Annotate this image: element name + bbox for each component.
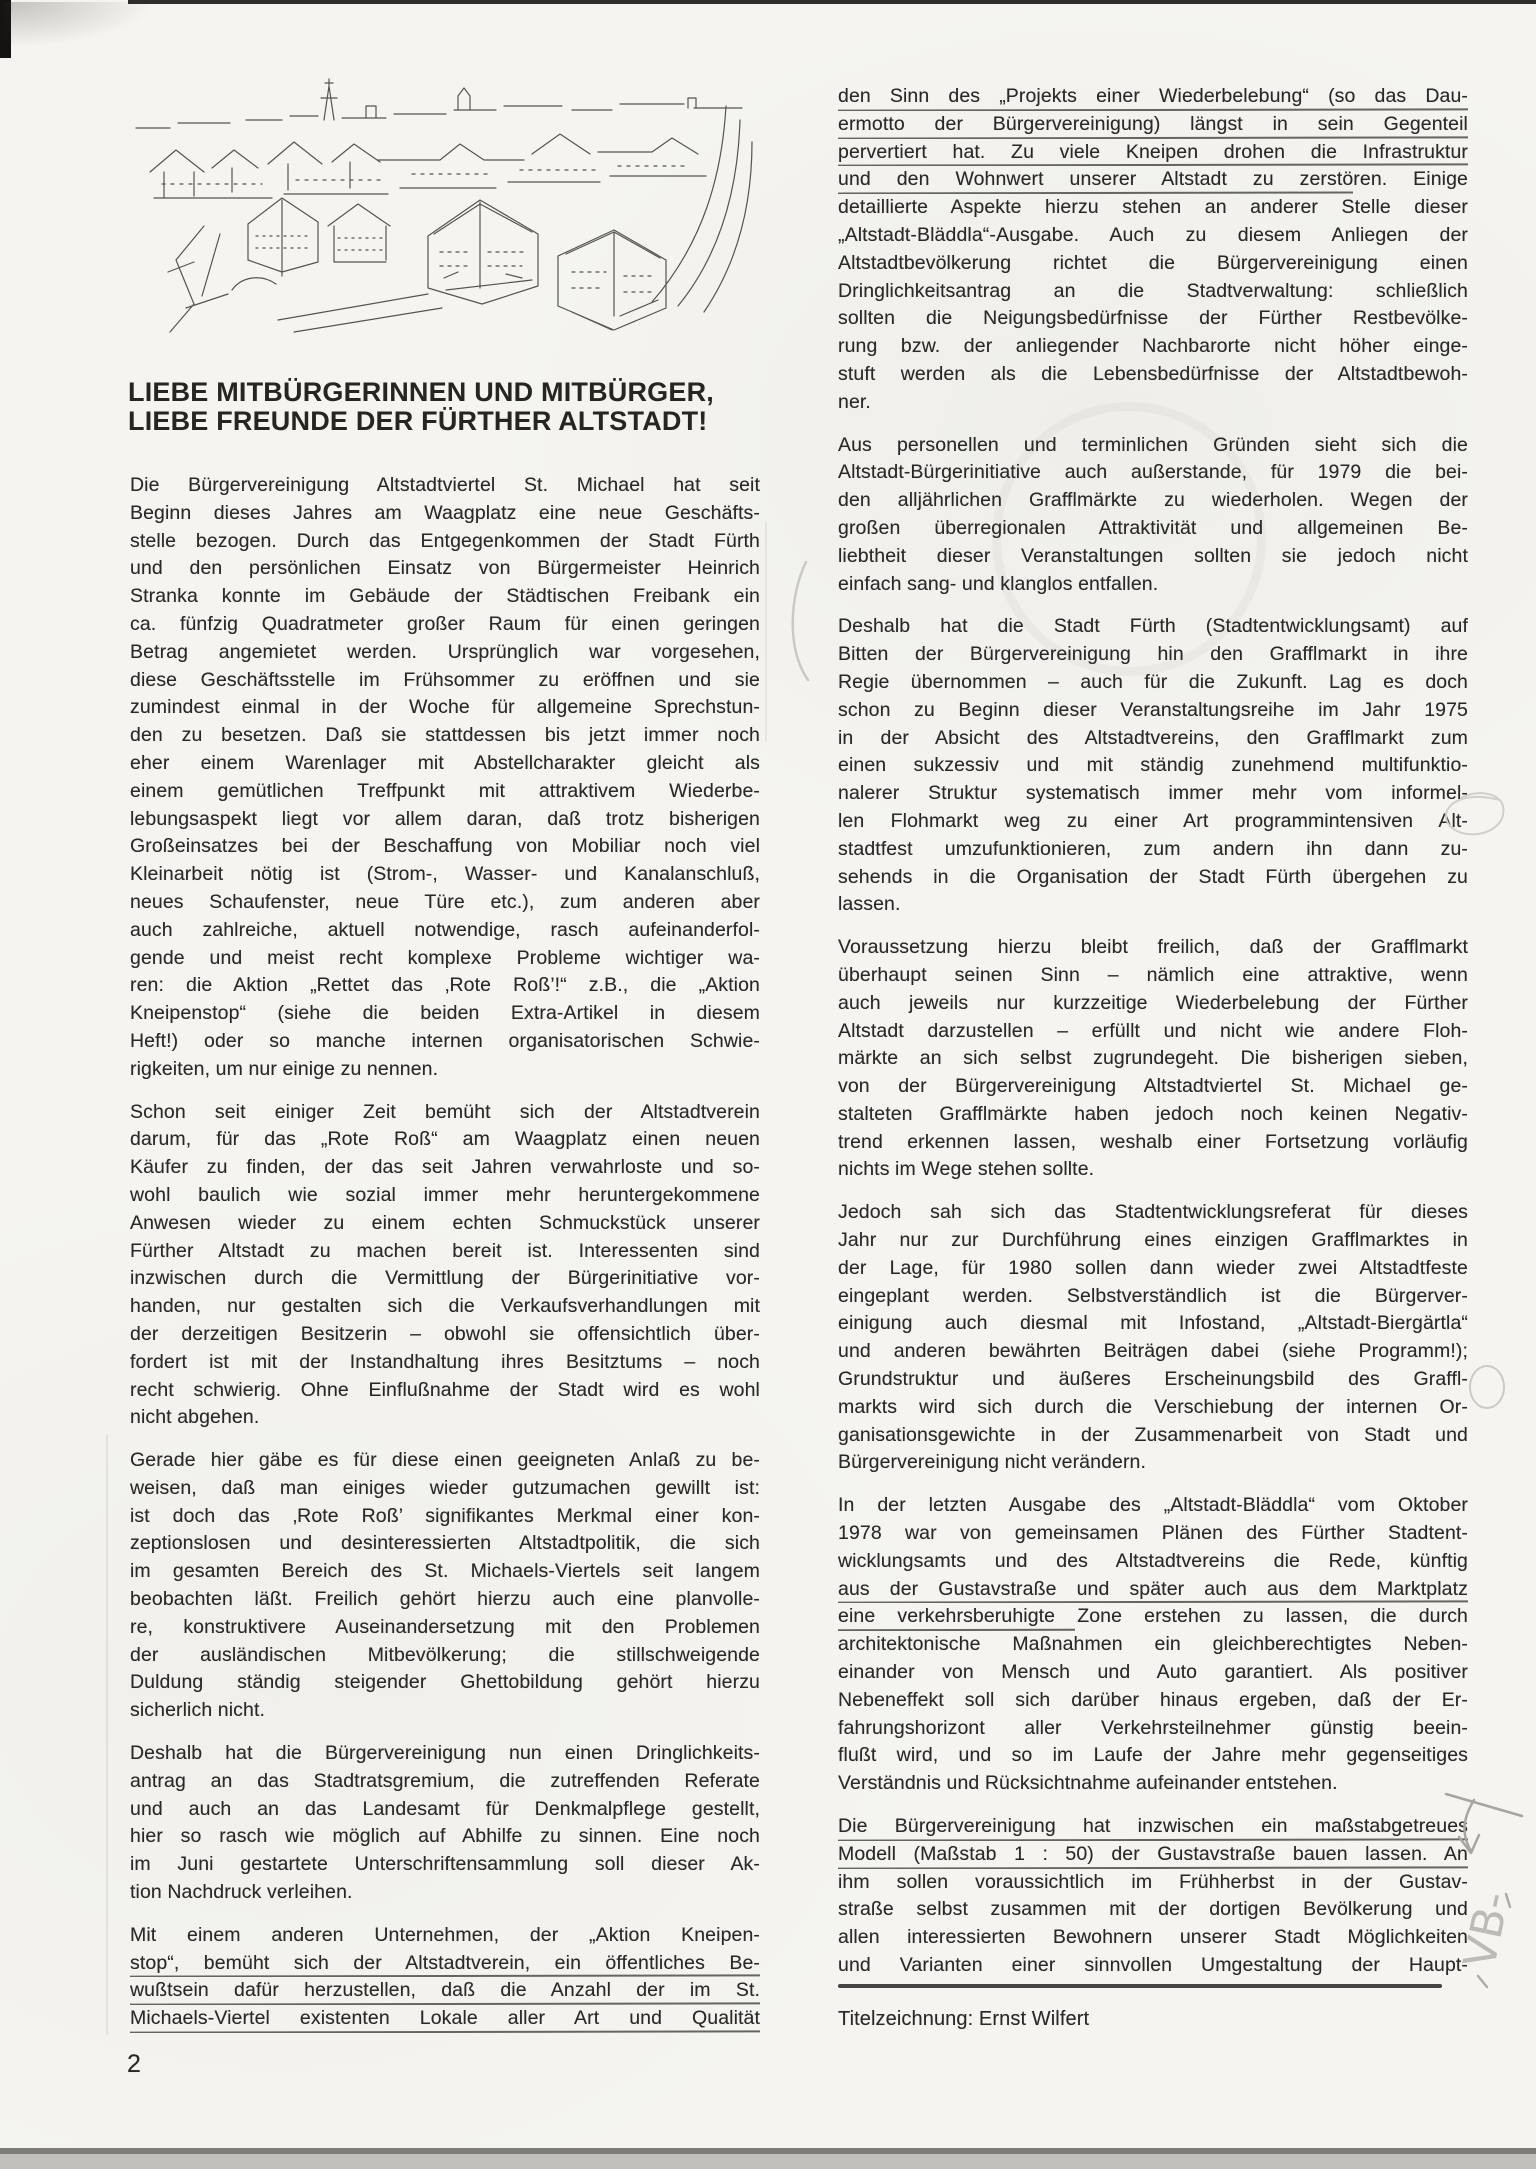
text-line: den zu besetzen. Daß sie stattdessen bis jetzt immer noch bbox=[130, 724, 760, 747]
text-line: Heft!) oder so manche internen organisatorischen Schwie- bbox=[130, 1029, 760, 1052]
text-line: eine verkehrsberuhigte Zone erstehen zu lassen, die durch bbox=[838, 1603, 1468, 1631]
text-line: Aus personellen und terminlichen Gründen sieht sich die bbox=[838, 433, 1468, 456]
text-line: von der Bürgervereinigung Altstadtviertel St. Michael ge- bbox=[838, 1075, 1468, 1098]
text-line: detaillierte Aspekte hierzu stehen an anderer Stelle dieser bbox=[838, 196, 1468, 219]
paragraph bbox=[838, 432, 1468, 599]
text-line: ner. bbox=[838, 390, 871, 413]
text-line: ganisationsgewichte in der Zusammenarbeit von Stadt und bbox=[838, 1423, 1468, 1446]
text-line: überhaupt seinen Sinn – nämlich eine attraktive, wenn bbox=[838, 963, 1468, 986]
text-line: schon zu Beginn dieser Veranstaltungsreihe im Jahr 1975 bbox=[838, 698, 1468, 721]
text-line: aus der Gustavstraße und später auch aus dem Marktplatz bbox=[838, 1576, 1468, 1604]
paragraph bbox=[838, 1813, 1468, 1980]
page-title-line1: LIEBE MITBÜRGERINNEN UND MITBÜRGER, bbox=[128, 377, 714, 407]
text-line: stop“, bemüht sich der Altstadtverein, ein öffentliches Be- bbox=[130, 1950, 760, 1978]
text-line: Michaels-Viertel existenten Lokale aller Art und Qualität bbox=[130, 2005, 760, 2033]
text-line: Regie übernommen – auch für die Zukunft. Lag es doch bbox=[838, 670, 1468, 693]
text-line: Voraussetzung hierzu bleibt freilich, daß der Grafflmarkt bbox=[838, 936, 1468, 959]
text-line: im Juni gestartete Unterschriftensammlung soll dieser Ak- bbox=[130, 1853, 760, 1876]
footer-divider bbox=[838, 1984, 1442, 1988]
text-line: In der letzten Ausgabe des „Altstadt-Bläddla“ vom Oktober bbox=[838, 1494, 1468, 1517]
text-line: den Sinn des „Projekts einer Wiederbelebung“ (so das Dau- bbox=[838, 83, 1468, 111]
text-line: inzwischen durch die Vermittlung der Bürgerinitiative vor- bbox=[130, 1267, 760, 1290]
page-title bbox=[128, 378, 714, 436]
text-line: handen, nur gestalten sich die Verkaufsverhandlungen mit bbox=[130, 1295, 760, 1318]
text-line: zumindest einmal in der Woche für allgemeine Sprechstun- bbox=[130, 696, 760, 719]
text-line: Fürther Altstadt zu machen bereit ist. Interessenten sind bbox=[130, 1239, 760, 1262]
right-column bbox=[838, 83, 1468, 1995]
text-line: zeptionslosen und desinteressierten Altstadtpolitik, die sich bbox=[130, 1532, 760, 1555]
text-line: einem gemütlichen Treffpunkt mit attraktivem Wiederbe- bbox=[130, 779, 760, 802]
illustration-credit: Titelzeichnung: Ernst Wilfert bbox=[838, 2008, 1090, 2030]
text-line: Die Bürgervereinigung hat inzwischen ein maßstabgetreues bbox=[838, 1813, 1468, 1841]
text-line: Stranka konnte im Gebäude der Städtischen Freibank ein bbox=[130, 585, 760, 608]
paragraph bbox=[130, 1740, 760, 1907]
text-line: auch zahlreiche, aktuell notwendige, rasch aufeinanderfol- bbox=[130, 918, 760, 941]
text-line: sicherlich nicht. bbox=[130, 1699, 266, 1722]
text-line: der Lage, für 1980 sollen dann wieder zwei Altstadtfeste bbox=[838, 1256, 1468, 1279]
text-line: Käufer zu finden, der das seit Jahren verwahrloste und so- bbox=[130, 1156, 760, 1179]
text-line: wußtsein dafür herzustellen, daß die Anzahl der im St. bbox=[130, 1977, 760, 2005]
text-line: gende und meist recht komplexe Probleme wichtiger wa- bbox=[130, 946, 760, 969]
paragraph bbox=[130, 472, 760, 1084]
text-line: einander von Mensch und Auto garantiert. Als positiver bbox=[838, 1661, 1468, 1684]
text-line: Betrag angemietet werden. Ursprünglich war vorgesehen, bbox=[130, 640, 760, 663]
scan-top-edge bbox=[128, 0, 1536, 4]
text-line: Großeinsatzes bei der Beschaffung von Mobiliar noch viel bbox=[130, 835, 760, 858]
text-line: und den Wohnwert unserer Altstadt zu zerstören. Einige bbox=[838, 166, 1468, 194]
text-line: sehends in die Organisation der Stadt Fürth übergehen zu bbox=[838, 865, 1468, 888]
text-line: nicht abgehen. bbox=[130, 1406, 260, 1429]
text-line: Grundstruktur und äußeres Erscheinungsbild des Graffl- bbox=[838, 1368, 1468, 1391]
text-line: rung bzw. der anliegender Nachbarorte nicht höher einge- bbox=[838, 335, 1468, 358]
paragraph bbox=[130, 1447, 760, 1725]
text-line: fahrungshorizont aller Verkehrsteilnehmer günstig beein- bbox=[838, 1716, 1468, 1739]
text-line: allen interessierten Bewohnern unserer Stadt Möglichkeiten bbox=[838, 1926, 1468, 1949]
text-line: ihm sollen voraussichtlich im Frühherbst in der Gustav- bbox=[838, 1870, 1468, 1893]
text-line: Anwesen wieder zu einem echten Schmuckstück unserer bbox=[130, 1211, 760, 1234]
text-line: Verständnis und Rücksichtnahme aufeinander entstehen. bbox=[838, 1772, 1338, 1795]
text-line: eingeplant werden. Selbstverständlich ist die Bürgerver- bbox=[838, 1284, 1468, 1307]
text-line: wicklungsamts und des Altstadtvereins die Rede, künftig bbox=[838, 1549, 1468, 1572]
text-line: diese Geschäftsstelle im Frühsommer zu eröffnen und sie bbox=[130, 668, 760, 691]
text-line: Modell (Maßstab 1 : 50) der Gustavstraße bauen lassen. An bbox=[838, 1841, 1468, 1869]
text-line: fordert ist mit der Instandhaltung ihres Besitztums – noch bbox=[130, 1350, 760, 1373]
text-line: der derzeitigen Besitzerin – obwohl sie offensichtlich über- bbox=[130, 1322, 760, 1345]
text-line: Schon seit einiger Zeit bemüht sich der Altstadtverein bbox=[130, 1100, 760, 1123]
text-line: märkte an sich selbst zugrundegeht. Die bisherigen sieben, bbox=[838, 1047, 1468, 1070]
paragraph bbox=[130, 1099, 760, 1433]
text-line: lassen. bbox=[838, 893, 901, 916]
text-line: im gesamten Bereich des St. Michaels-Viertels seit langem bbox=[130, 1560, 760, 1583]
text-line: Nebeneffekt soll sich darüber hinaus ergeben, daß der Er- bbox=[838, 1688, 1468, 1711]
text-line: flußt wird, und so im Laufe der Jahre mehr gegenseitiges bbox=[838, 1744, 1468, 1767]
margin-note-vb: VB- bbox=[1454, 1887, 1521, 1973]
text-line: Beginn dieses Jahres am Waagplatz eine neue Geschäfts- bbox=[130, 501, 760, 524]
text-line: und anderen bewährten Beiträgen dabei (siehe Programm!); bbox=[838, 1340, 1468, 1363]
text-line: len Flohmarkt weg zu einer Art programmintensiven Alt- bbox=[838, 809, 1468, 832]
text-line: Bitten der Bürgervereinigung hin den Grafflmarkt in ihre bbox=[838, 643, 1468, 666]
text-line: stuft werden als die Lebensbedürfnisse der Altstadtbewoh- bbox=[838, 362, 1468, 385]
scan-streak bbox=[765, 522, 767, 742]
text-line: einigung auch diesmal mit Infostand, „Altstadt-Biergärtla“ bbox=[838, 1312, 1468, 1335]
text-line: ist doch das ‚Rote Roß’ signifikantes Merkmal einer kon- bbox=[130, 1504, 760, 1527]
text-line: trend erkennen lassen, weshalb einer Fortsetzung vorläufig bbox=[838, 1130, 1468, 1153]
text-line: großen überregionalen Attraktivität und allgemeinen Be- bbox=[838, 516, 1468, 539]
text-line: beobachten läßt. Freilich gehört hierzu auch eine planvolle- bbox=[130, 1588, 760, 1611]
text-line: und den persönlichen Einsatz von Bürgermeister Heinrich bbox=[130, 557, 760, 580]
text-line: darum, für das „Rote Roß“ am Waagplatz einen neuen bbox=[130, 1128, 760, 1151]
text-line: hier so rasch wie möglich auf Abhilfe zu sinnen. Eine noch bbox=[130, 1825, 760, 1848]
text-line: markts wird sich durch die Verschiebung der internen Or- bbox=[838, 1395, 1468, 1418]
text-line: Kleinarbeit nötig ist (Strom-, Wasser- und Kanalanschluß, bbox=[130, 863, 760, 886]
text-line: Dringlichkeitsantrag an die Stadtverwaltung: schließlich bbox=[838, 279, 1468, 302]
paragraph bbox=[130, 1922, 760, 2033]
text-line: stelle bezogen. Durch das Entgegenkommen der Stadt Fürth bbox=[130, 529, 760, 552]
text-line: recht schwierig. Ohne Einflußnahme der Stadt wird es wohl bbox=[130, 1378, 760, 1401]
text-line: architektonische Maßnahmen ein gleichberechtigtes Neben- bbox=[838, 1633, 1468, 1656]
text-line: einfach sang- und klanglos entfallen. bbox=[838, 572, 1159, 595]
text-line: stadtfest umzufunktionieren, zum andern ihn dann zu- bbox=[838, 837, 1468, 860]
text-line: pervertiert hat. Zu viele Kneipen drohen die Infrastruktur bbox=[838, 139, 1468, 167]
text-line: Jahr nur zur Durchführung eines einzigen Grafflmarktes in bbox=[838, 1229, 1468, 1252]
paragraph bbox=[838, 613, 1468, 919]
text-line: sollten die Neigungsbedürfnisse der Fürther Restbevölke- bbox=[838, 307, 1468, 330]
paragraph bbox=[838, 934, 1468, 1184]
text-line: Altstadtbevölkerung richtet die Bürgervereinigung einen bbox=[838, 251, 1468, 274]
text-line: der ausländischen Mitbevölkerung; die stillschweigende bbox=[130, 1643, 760, 1666]
text-line: rigkeiten, um nur einige zu nennen. bbox=[130, 1057, 439, 1080]
text-line: ren: die Aktion „Rettet das ‚Rote Roß’!“ z.B., die „Aktion bbox=[130, 974, 760, 997]
text-line: „Altstadt-Bläddla“-Ausgabe. Auch zu diesem Anliegen der bbox=[838, 223, 1468, 246]
text-line: nichts im Wege stehen sollte. bbox=[838, 1158, 1095, 1181]
text-line: Altstadt darzustellen – erfüllt und nicht wie andere Floh- bbox=[838, 1019, 1468, 1042]
text-line: neues Schaufenster, neue Türe etc.), zum anderen aber bbox=[130, 890, 760, 913]
text-line: Bürgervereinigung nicht verändern. bbox=[838, 1451, 1147, 1474]
scan-corner-smudge bbox=[4, 2, 154, 48]
page-number: 2 bbox=[127, 2050, 141, 2078]
margin-tick-mark bbox=[1478, 1976, 1487, 1987]
text-line: 1978 war von gemeinsamen Plänen des Fürther Stadtent- bbox=[838, 1522, 1468, 1545]
page-title-line2: LIEBE FREUNDE DER FÜRTHER ALTSTADT! bbox=[128, 406, 708, 436]
paragraph bbox=[838, 83, 1468, 417]
text-line: Kneipenstop“ (siehe die beiden Extra-Artikel in diesem bbox=[130, 1002, 760, 1025]
paragraph bbox=[838, 1492, 1468, 1798]
text-line: weisen, daß man einiges wieder gutzumachen gewillt ist: bbox=[130, 1476, 760, 1499]
text-line: antrag an das Stadtratsgremium, die zutreffenden Referate bbox=[130, 1769, 760, 1792]
text-line: auch jeweils nur kurzzeitige Wiederbelebung der Fürther bbox=[838, 991, 1468, 1014]
text-line: Jedoch sah sich das Stadtentwicklungsreferat für dieses bbox=[838, 1201, 1468, 1224]
text-line: und auch an das Landesamt für Denkmalpflege gestellt, bbox=[130, 1797, 760, 1820]
text-line: lebungsaspekt liegt vor allem daran, daß trotz bisherigen bbox=[130, 807, 760, 830]
text-line: liebtheit dieser Veranstaltungen sollten sie jedoch nicht bbox=[838, 544, 1468, 567]
text-line: Die Bürgervereinigung Altstadtviertel St. Michael hat seit bbox=[130, 474, 760, 496]
text-line: Deshalb hat die Stadt Fürth (Stadtentwicklungsamt) auf bbox=[838, 615, 1468, 638]
text-line: in der Absicht des Altstadtvereins, den Grafflmarkt zum bbox=[838, 726, 1468, 749]
text-line: Duldung ständig steigender Ghettobildung gehört hierzu bbox=[130, 1671, 760, 1694]
margin-circle-mark bbox=[1470, 1366, 1504, 1408]
text-line: einen sukzessiv und mit ständig zunehmend multifunktio- bbox=[838, 754, 1468, 777]
text-line: den alljährlichen Grafflmärkte zu wiederholen. Wegen der bbox=[838, 489, 1468, 512]
text-line: re, konstruktivere Auseinandersetzung mit den Problemen bbox=[130, 1615, 760, 1638]
text-line: Gerade hier gäbe es für diese einen geeigneten Anlaß zu be- bbox=[130, 1449, 760, 1472]
text-line: Altstadt-Bürgerinitiative auch außerstande, für 1979 die bei- bbox=[838, 461, 1468, 484]
scan-streak bbox=[106, 1435, 108, 2035]
old-town-line-drawing bbox=[128, 76, 758, 346]
text-line: wohl baulich wie sozial immer mehr heruntergekommene bbox=[130, 1183, 760, 1206]
text-line: und Varianten einer sinnvollen Umgestaltung der Haupt- bbox=[838, 1954, 1468, 1976]
scan-bottom-edge bbox=[0, 2148, 1536, 2169]
text-line: nalerer Struktur systematisch immer mehr vom informel- bbox=[838, 782, 1468, 805]
text-line: ca. fünfzig Quadratmeter großer Raum für einen geringen bbox=[130, 612, 760, 635]
margin-bracket-mark bbox=[793, 562, 808, 680]
text-line: eher einem Warenlager mit Abstellcharakter gleicht als bbox=[130, 751, 760, 774]
margin-tick-mark bbox=[1506, 1894, 1510, 1907]
text-line: Deshalb hat die Bürgervereinigung nun einen Dringlichkeits- bbox=[130, 1742, 760, 1765]
text-line: ermotto der Bürgervereinigung) längst in sein Gegenteil bbox=[838, 111, 1468, 139]
hand-underline bbox=[130, 2030, 760, 2033]
left-column bbox=[130, 472, 760, 2048]
text-line: straße selbst zusammen mit der dortigen Bevölkerung und bbox=[838, 1898, 1468, 1921]
text-line: tion Nachdruck verleihen. bbox=[130, 1881, 353, 1904]
paragraph bbox=[838, 1199, 1468, 1477]
text-line: Mit einem anderen Unternehmen, der „Aktion Kneipen- bbox=[130, 1923, 760, 1946]
text-line: stalteten Grafflmärkte haben jedoch noch keinen Negativ- bbox=[838, 1102, 1468, 1125]
